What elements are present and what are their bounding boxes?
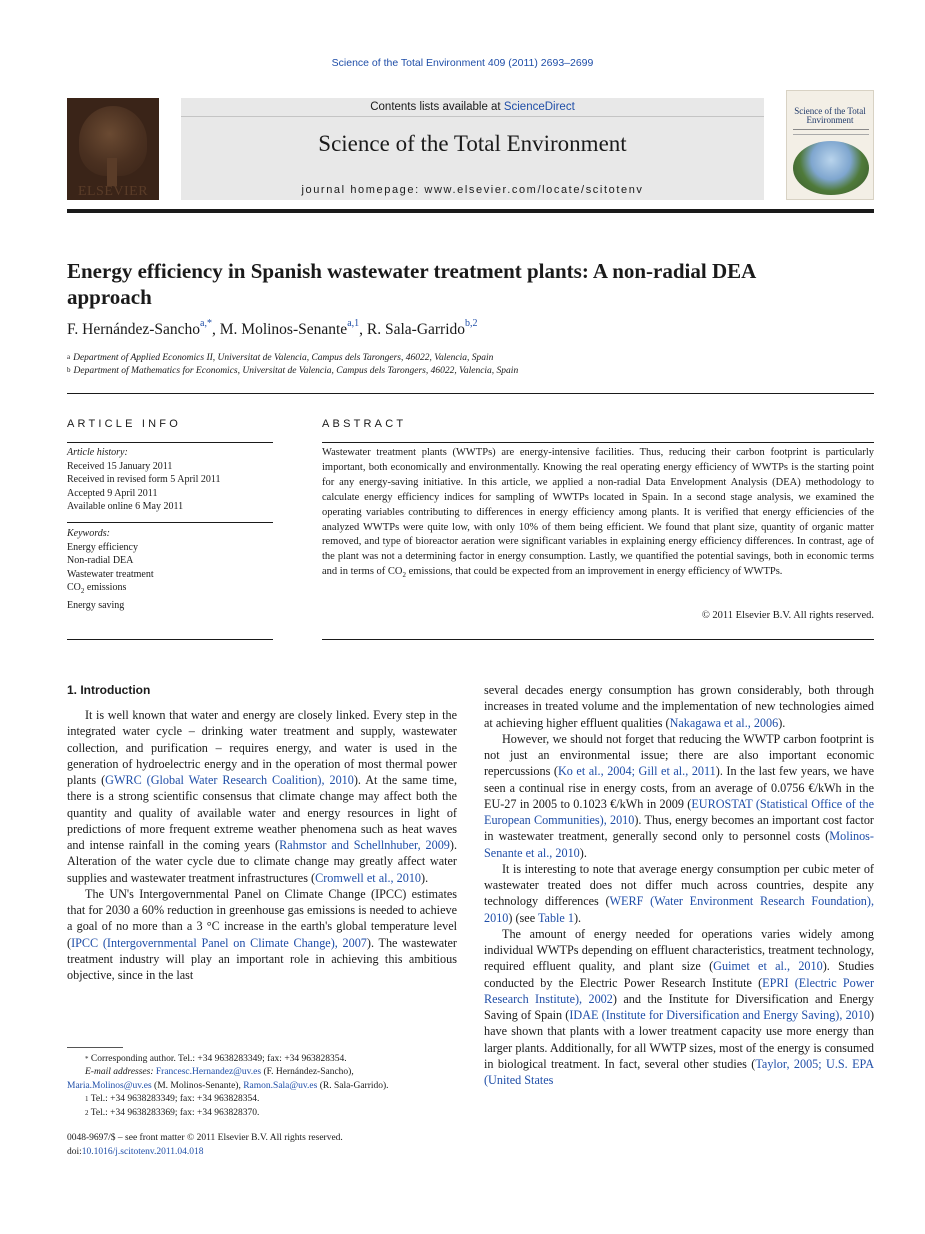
article-history xyxy=(67,446,273,514)
text-run: ). xyxy=(579,845,587,860)
abstract-text xyxy=(322,446,874,583)
text-run: The amount of energy needed for operations varies widely among individual WWTPs depending on effluent characteristics, treatment technology, required effluent quality, and plant size ( xyxy=(484,926,874,974)
citation-link[interactable]: Ko et al., 2004; Gill et al., 2011 xyxy=(557,764,716,779)
text-run: ) (see xyxy=(508,910,538,925)
history-received: Received 15 January 2011 xyxy=(67,460,173,472)
paragraph xyxy=(484,731,874,861)
issn-line: 0048-9697/$ – see front matter © 2011 Elsevier B.V. All rights reserved. xyxy=(67,1133,343,1143)
section-heading: 1. Introduction xyxy=(67,683,151,697)
abstract-top-rule xyxy=(322,442,874,443)
issn-doi-footer xyxy=(67,1132,487,1159)
footnote-text: Corresponding author. Tel.: +34 9638283349; fax: +34 963828354. xyxy=(90,1054,347,1064)
article-title: Energy efficiency in Spanish wastewater treatment plants: A non-radial DEA approach xyxy=(67,259,756,309)
email-link[interactable]: Francesc.Hernandez@uv.es xyxy=(155,1067,262,1078)
header-rule xyxy=(67,209,874,213)
footnote-mark: 2 xyxy=(85,1108,89,1117)
text-run: ). The wastewater treatment industry will play an important role in achieving this ambitious objective, since in the last xyxy=(67,935,457,982)
author-name: M. Molinos-Senante xyxy=(219,321,348,338)
text-run: ). xyxy=(778,715,786,730)
abstract-body: Wastewater treatment plants (WWTPs) are energy-intensive facilities. Thus, reducing their carbon footprint is particularly important, both economically and environmentally. Knowing the real operating energy efficiency of WWTPs is the starting point for any energy-saving initiative. In this article, we applied a non-radial Data Envelopment Analysis (DEA) methodology to calculate energy efficiency indices for sampling of WWTPs located in Spain. In a second stage analysis, we examined the operating variables contributing to differences in energy efficiency among plants. It is verified that energy efficiencies of the analyzed WWTPs were quite low, with only 10% of them being efficient. We found that plant size, quantity of organic matter removed, and type of bioreactor aeration were significant variables in explaining energy efficiency differences. In contrast, age of the plant was not a determining factor in energy consumption. Lastly, we quantified the potential savings, both in economic terms and in terms of CO xyxy=(322,447,874,578)
citation-link[interactable]: EUROSTAT (Statistical Office of the European Communities), 2010 xyxy=(484,796,874,827)
footnote-text: Tel.: +34 9638283349; fax: +34 963828354. xyxy=(90,1094,260,1105)
footnote-rule xyxy=(67,1047,123,1048)
text-run: ). xyxy=(573,910,582,925)
affiliation-b xyxy=(67,366,518,376)
body-column-left xyxy=(67,682,457,983)
text-run: ). Studies conducted by the Electric Power Research Institute ( xyxy=(484,959,875,990)
affiliation-text: Department of Applied Economics II, Universitat de Valencia, Campus dels Tarongers, 46022, Valencia, Spain xyxy=(73,353,494,363)
affiliation-mark: a xyxy=(67,353,71,361)
author-name: R. Sala-Garrido xyxy=(366,321,466,338)
doi-link[interactable]: 10.1016/j.scitotenv.2011.04.018 xyxy=(81,1146,204,1157)
email-addresses-cont xyxy=(67,1080,457,1093)
earth-globe-icon xyxy=(793,141,869,195)
author-separator: , xyxy=(212,321,220,338)
text-run: ) and the Institute for Diversification and Energy Saving of Spain ( xyxy=(484,991,874,1022)
email-link[interactable]: Ramon.Sala@uv.es xyxy=(243,1080,318,1091)
text-run: It is well known that water and energy are closely linked. Every step in the integrated water cycle – drinking water treatment and supply, wastewater collection, and purification – requires energy, and water is used in the generation of hydroelectric energy and in the operation of most thermal power plants ( xyxy=(67,708,457,787)
keyword-co2-suffix: emissions xyxy=(84,582,127,593)
keywords-header: Keywords: xyxy=(67,528,110,539)
keywords-rule xyxy=(67,522,273,523)
contents-prefix: Contents lists available at xyxy=(370,101,504,113)
history-online: Available online 6 May 2011 xyxy=(67,501,184,512)
email-owner: (M. Molinos-Senante), xyxy=(151,1080,244,1091)
footnotes xyxy=(67,1053,457,1120)
tree-trunk-shape xyxy=(107,158,117,186)
paragraph xyxy=(484,861,874,926)
keyword-co2-prefix: CO xyxy=(67,582,81,593)
citation-link[interactable]: EPRI (Electric Power Research Institute), 2002 xyxy=(484,975,875,1006)
sciencedirect-link[interactable]: ScienceDirect xyxy=(503,101,575,113)
citation-link[interactable]: Taylor, 2005; U.S. EPA (United States xyxy=(484,1056,875,1087)
footnote-mark: 1 xyxy=(85,1095,89,1104)
affiliation-mark: b xyxy=(67,366,71,374)
abstract-subscript: 2 xyxy=(402,571,406,580)
paragraph xyxy=(67,886,457,984)
text-run: ). Alteration of the water cycle due to climate change may greatly affect water supplies and wastewater treatment infrastructures ( xyxy=(67,838,457,885)
text-run: However, we should not forget that reducing the WWTP carbon footprint is not just an environmental issue; there are also important economic repercussions ( xyxy=(484,731,874,779)
info-bottom-rule xyxy=(67,639,273,640)
text-run: It is interesting to note that average energy consumption per cubic meter of wastewater treated does not differ much across countries, despite any technology differences ( xyxy=(484,861,874,909)
affiliation-text: Department of Mathematics for Economics, Universitat de Valencia, Campus dels Tarongers, 46022, Valencia, Spain xyxy=(73,366,519,376)
text-run: ). In the last few years, we have seen a continual rise in energy costs, from an average of 0.0756 €/kWh in the EU-27 in 2005 to 0.1023 €/kWh in 2009 ( xyxy=(484,764,874,811)
elsevier-logo xyxy=(67,98,159,200)
text-run: ) have shown that plants with a lower treatment capacity use more energy than larger plants. Additionally, for all WWTP sizes, most of the energy is consumed in biological treatment. In fact, several other studies ( xyxy=(484,1008,875,1071)
table-link[interactable]: Table 1 xyxy=(537,910,574,925)
keyword-item xyxy=(67,581,273,599)
author-affil-mark[interactable]: a,1 xyxy=(347,318,360,329)
body-column-right xyxy=(484,682,874,1088)
abstract-body-end: emissions, that could be expected from an improvement in energy efficiency of WWTPs. xyxy=(406,566,783,578)
history-revised: Received in revised form 5 April 2011 xyxy=(67,474,221,485)
info-top-rule xyxy=(67,442,273,443)
citation-link[interactable]: Cromwell et al., 2010 xyxy=(315,870,422,885)
author-name: F. Hernández-Sancho xyxy=(67,321,201,338)
section-divider xyxy=(67,393,874,394)
history-accepted: Accepted 9 April 2011 xyxy=(67,487,158,499)
text-run: ). xyxy=(421,870,429,885)
author-separator: , xyxy=(359,321,367,338)
cover-title: Science of the Total Environment xyxy=(794,106,866,125)
citation-link[interactable]: GWRC (Global Water Research Coalition), 2010 xyxy=(105,773,354,787)
doi-label: doi: xyxy=(67,1146,82,1157)
paragraph xyxy=(484,682,874,731)
text-run: The UN's Intergovernmental Panel on Climate Change (IPCC) estimates that for 2030 a 60% reduction in greenhouse gas emissions is needed to achieve a goal of no more than a 3 °C increase in the earth's global temperature level ( xyxy=(67,886,457,950)
article-info-label: ARTICLE INFO xyxy=(67,418,181,430)
keyword-item: Non-radial DEA xyxy=(67,555,134,566)
keyword-co2-subscript: 2 xyxy=(80,587,85,595)
citation-link[interactable]: WERF (Water Environment Research Foundation), 2010 xyxy=(484,894,874,925)
journal-header-band xyxy=(181,98,764,200)
email-owner: (F. Hernández-Sancho), xyxy=(261,1067,354,1078)
abstract-bottom-rule xyxy=(322,639,874,640)
keyword-item: Wastewater treatment xyxy=(67,568,154,580)
email-owner: (R. Sala-Garrido). xyxy=(317,1080,389,1091)
paragraph xyxy=(67,707,457,886)
citation-link[interactable]: IPCC (Intergovernmental Panel on Climate Change), 2007 xyxy=(71,935,367,950)
footnote-text: Tel.: +34 9638283369; fax: +34 963828370. xyxy=(90,1107,260,1118)
paragraph xyxy=(484,926,874,1089)
journal-cover-thumbnail xyxy=(786,90,874,200)
email-label: E-mail addresses: xyxy=(85,1067,154,1078)
email-link[interactable]: Maria.Molinos@uv.es xyxy=(67,1080,152,1091)
history-header: Article history: xyxy=(67,447,128,458)
band-divider xyxy=(181,116,764,117)
abstract-label: ABSTRACT xyxy=(322,418,407,430)
elsevier-wordmark: ELSEVIER xyxy=(77,184,149,199)
footnote-2 xyxy=(67,1107,457,1120)
keywords-block xyxy=(67,527,273,612)
citation-link[interactable]: Molinos-Senante et al., 2010 xyxy=(484,829,874,860)
abstract-copyright: © 2011 Elsevier B.V. All rights reserved. xyxy=(701,610,874,621)
citation-link[interactable]: Rahmstor and Schellnhuber, 2009 xyxy=(279,838,450,852)
keyword-item: Energy saving xyxy=(67,599,125,611)
cover-subtitle-lines xyxy=(793,129,869,135)
affiliation-a xyxy=(67,353,493,363)
text-run: ). At the same time, there is a strong scientific consensus that climate change may affect both the quantity and quality of available water and energy resources in light of predictions of more frequent extreme weather phenomena such as heat waves and intense rainfall in the coming years ( xyxy=(67,773,457,852)
text-run: several decades energy consumption has grown considerably, both through increases in treated volume and the implementation of new technologies aimed at achieving higher effluent qualities ( xyxy=(484,683,874,730)
journal-homepage[interactable]: journal homepage: www.elsevier.com/locate/scitotenv xyxy=(301,184,644,196)
author-list xyxy=(67,318,478,339)
journal-citation[interactable]: Science of the Total Environment 409 (2011) 2693–2699 xyxy=(331,57,594,69)
doi-line xyxy=(67,1146,487,1160)
contents-availability xyxy=(181,101,764,113)
citation-link[interactable]: Guimet et al., 2010 xyxy=(713,959,823,974)
journal-title: Science of the Total Environment xyxy=(318,131,627,156)
author-affil-mark[interactable]: b,2 xyxy=(465,318,478,329)
footnote-mark: * xyxy=(85,1055,89,1063)
author-affil-mark[interactable]: a,* xyxy=(200,318,212,329)
footnote-1 xyxy=(67,1093,457,1106)
corresponding-author-note xyxy=(67,1053,457,1066)
text-run: ). Thus, energy becomes an important cost factor in wastewater treatment, generally second only to personnel costs ( xyxy=(484,813,874,844)
keyword-item: Energy efficiency xyxy=(67,541,138,553)
email-addresses xyxy=(67,1066,457,1079)
citation-link[interactable]: Nakagawa et al., 2006 xyxy=(669,715,779,730)
citation-link[interactable]: IDAE (Institute for Diversification and Energy Saving), 2010 xyxy=(569,1008,870,1022)
